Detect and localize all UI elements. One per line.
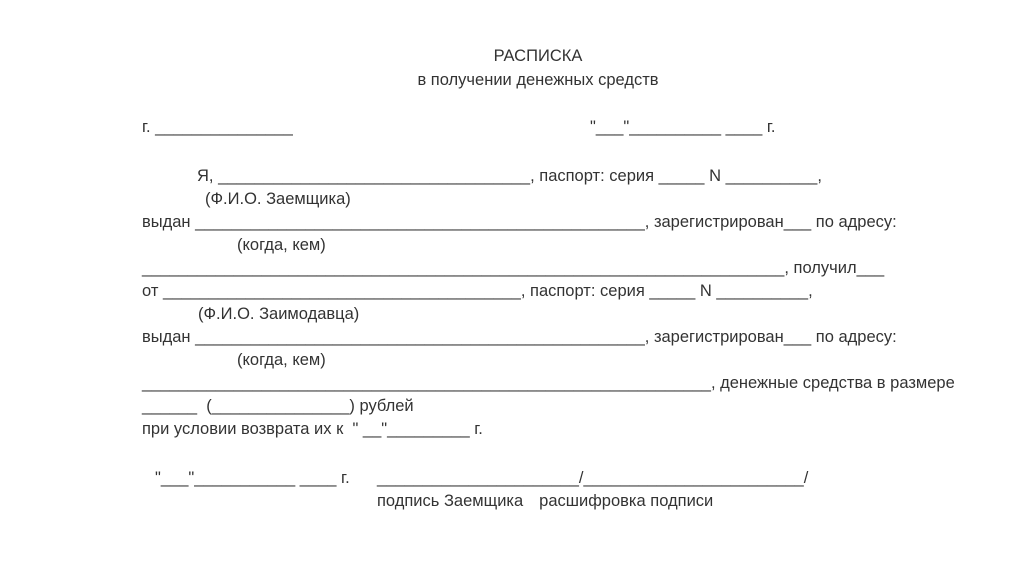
city-blank-field: г. _______________	[142, 118, 293, 136]
lender-name-label: (Ф.И.О. Заимодавца)	[198, 305, 360, 323]
document-subtitle: в получении денежных средств	[417, 71, 659, 89]
amount-line: ______ (_______________) рублей	[142, 397, 414, 415]
signature-blank-lines: ______________________/________________________/	[377, 469, 809, 487]
city-date-row	[142, 116, 934, 139]
lender-name-line: от _______________________________________, паспорт: серия _____ N __________,	[142, 282, 813, 300]
borrower-name-label: (Ф.И.О. Заемщика)	[205, 190, 351, 208]
borrower-name-line: Я, __________________________________, паспорт: серия _____ N __________,	[197, 167, 822, 185]
signature-date-field: "___"___________ ____ г.	[155, 469, 350, 487]
address-line-2: ______________________________________________________________, денежные средства в размере	[142, 374, 955, 392]
return-condition-line: при условии возврата их к " __"_________ г.	[142, 420, 483, 438]
document-content	[142, 44, 955, 513]
document-body	[142, 165, 955, 441]
passport-issued-line-1: выдан _________________________________________________, зарегистрирован___ по адресу:	[142, 213, 897, 231]
signature-row	[142, 467, 934, 490]
passport-issued-line-2: выдан _________________________________________________, зарегистрирован___ по адресу:	[142, 328, 897, 346]
address-line-1: ______________________________________________________________________, получил___	[142, 259, 885, 277]
document-title: РАСПИСКА	[493, 47, 583, 65]
date-blank-field: "___"__________ ____ г.	[590, 118, 776, 136]
issued-when-label-1: (когда, кем)	[237, 236, 326, 254]
signature-caption-borrower: подпись Заемщика	[377, 492, 524, 510]
signature-caption-decipher: расшифровка подписи	[539, 492, 714, 510]
issued-when-label-2: (когда, кем)	[237, 351, 326, 369]
signature-caption-row	[142, 490, 934, 513]
